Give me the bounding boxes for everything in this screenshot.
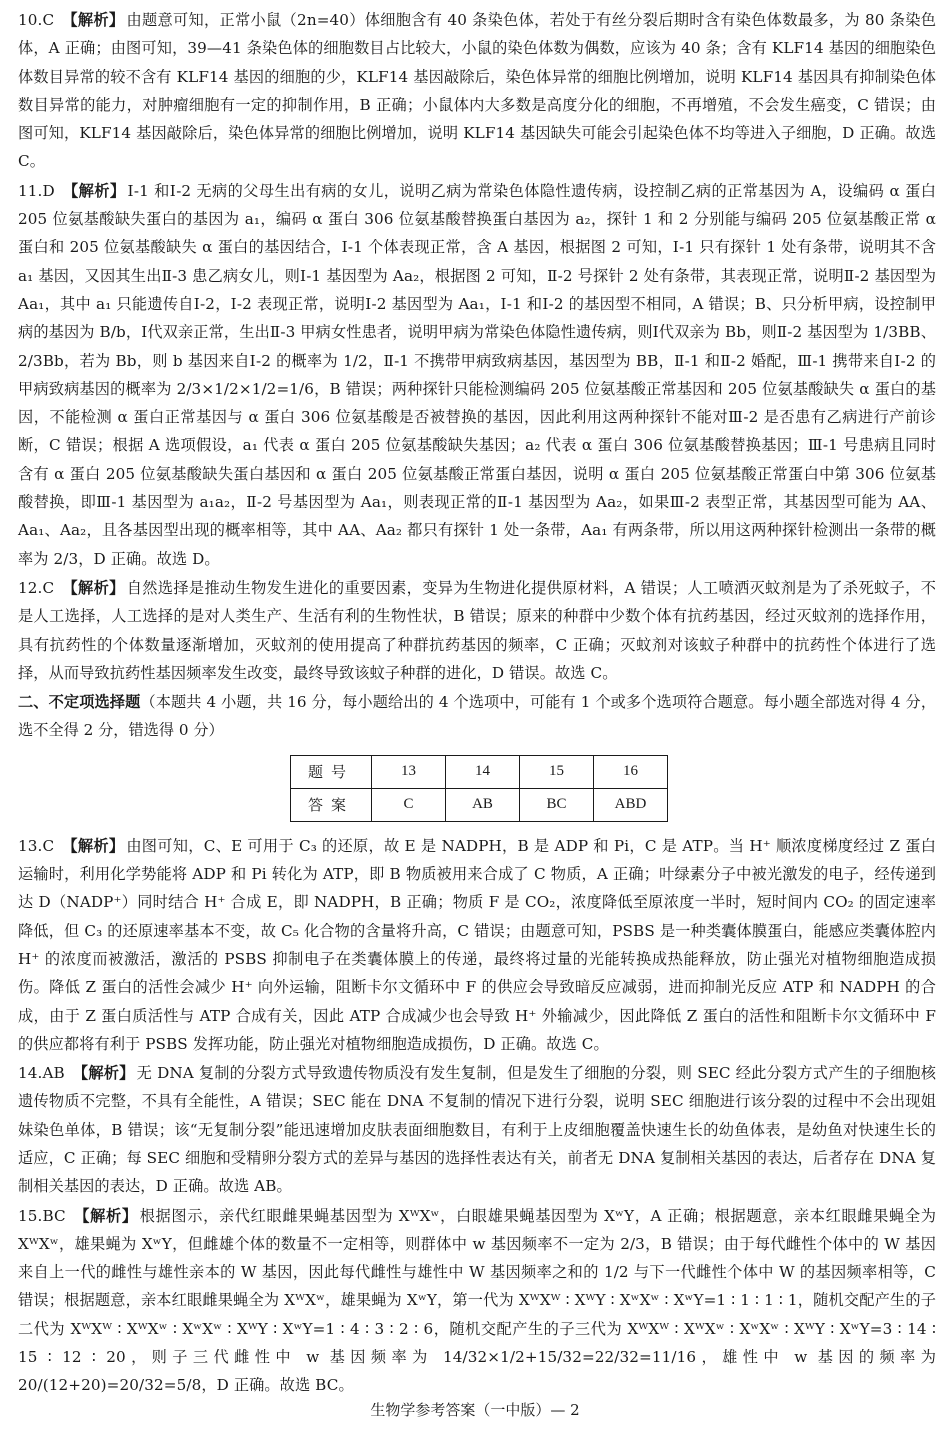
answer-q13: [18, 832, 936, 1058]
page-footer: 生物学参考答案（一中版）— 2: [370, 1401, 580, 1419]
table-cell-number: 16: [594, 755, 668, 788]
analysis-text: 由题意可知，正常小鼠（2n=40）体细胞含有 40 条染色体，若处于有丝分裂后期时含有染色体数最多，为 80 条染色体，A 正确；由图可知，39—41 条染色体的细胞数目占比较大，小鼠的染色体数为偶数，应该为 40 条；含有 KLF14 基因的细胞染色体数目异常的较不含有 KLF14 基因的细胞的少，KLF14 基因敲除后，染色体异常的细胞比例增加，说明 KLF14 基因具有抑制染色体数目异常的能力，对肿瘤细胞有一定的抑制作用，B 正确；小鼠体内大多数是高度分化的细胞，不再增殖，不会发生癌变，C 错误；由图可知，KLF14 基因敲除后，染色体异常的细胞比例增加，说明 KLF14 基因缺失可能会引起染色体不均等进入子细胞，D 正确。故选 C。: [18, 11, 936, 171]
answer-q12: [18, 574, 936, 687]
table-cell-number: 14: [446, 755, 520, 788]
table-cell-answer: BC: [520, 788, 594, 821]
analysis-tag: 【解析】: [72, 1064, 135, 1083]
table-header-answer: 答案: [291, 788, 372, 821]
answer-table-number-row: [291, 755, 668, 788]
answer-q11: [18, 177, 936, 573]
question-number: 12.C: [18, 578, 55, 597]
analysis-text: 无 DNA 复制的分裂方式导致遗传物质没有发生复制，但是发生了细胞的分裂，则 SEC 经此分裂方式产生的子细胞核遗传物质不完整，不具有全能性，A 错误；SEC 能在 DNA 不复制的情况下进行分裂，说明 SEC 细胞进行该分裂的过程中不会出现姐妹染色单体，B 错误；该“无复制分裂”能迅速增加皮肤表面细胞数目，有利于上皮细胞覆盖快速生长的幼鱼体表，是幼鱼对快速生长的适应，C 正确；每 SEC 细胞和受精卵分裂方式的差异与基因的选择性表达有关，前者无 DNA 复制相关基因的表达，后者存在 DNA 复制相关基因的表达，D 正确。故选 AB。: [18, 1064, 936, 1196]
table-cell-number: 15: [520, 755, 594, 788]
analysis-text: 根据图示，亲代红眼雌果蝇基因型为 XᵂXʷ，白眼雄果蝇基因型为 XʷY，A 正确；根据题意，亲本红眼雌果蝇全为 XᵂXʷ，雄果蝇为 XʷY，但雌雄个体的数量不一定相等，则群体中 w 基因频率不一定为 2/3，B 错误；由于每代雌性个体中的 W 基因来自上一代的雌性与雄性亲本的 W 基因，因此每代雌性与雄性中 W 基因频率之和的 1/2 与下一代雌性个体中 W 的基因频率相等，C 错误；根据题意，亲本红眼雌果蝇全为 XᵂXʷ，雄果蝇为 XʷY，第一代为 XᵂXᵂ ∶ XᵂY ∶ XʷXʷ ∶ XʷY=1 ∶ 1 ∶ 1 ∶ 1，随机交配产生的子二代为 XᵂXᵂ ∶ XᵂXʷ ∶ XʷXʷ ∶ XᵂY ∶ XʷY=1 ∶ 4 ∶ 3 ∶ 2 ∶ 6，随机交配产生的子三代为 XᵂXᵂ ∶ XᵂXʷ ∶ XʷXʷ ∶ XᵂY ∶ XʷY=3 ∶ 14 ∶ 15 ∶ 12 ∶ 20，则子三代雌性中 w 基因频率为 14/32×1/2+15/32=22/32=11/16，雄性中 w 基因的频率为 20/(12+20)=20/32=5/8，D 正确。故选 BC。: [18, 1206, 936, 1395]
analysis-tag: 【解析】: [62, 578, 125, 597]
analysis-text: 自然选择是推动生物发生进化的重要因素，变异为生物进化提供原材料，A 错误；人工喷洒灭蚊剂是为了杀死蚊子，不是人工选择，人工选择的是对人类生产、生活有利的生物性状，B 错误；原来的种群中少数个体有抗药基因，经过灭蚊剂的选择作用，具有抗药性的个体数量逐渐增加，灭蚊剂的使用提高了种群抗药基因的频率，C 正确；灭蚊剂对该蚊子种群中的抗药性个体进行了选择，从而导致抗药性基因频率发生改变，最终导致该蚊子种群的进化，D 错误。故选 C。: [18, 578, 936, 682]
table-header-question-number: 题号: [291, 755, 372, 788]
question-number: 13.C: [18, 836, 55, 855]
table-cell-answer: AB: [446, 788, 520, 821]
answer-table-answer-row: [291, 788, 668, 821]
section-title: 二、不定项选择题: [18, 693, 141, 712]
table-cell-answer: ABD: [594, 788, 668, 821]
answer-q15: [18, 1202, 936, 1400]
question-number: 10.C: [18, 11, 55, 29]
analysis-text: Ⅰ-1 和Ⅰ-2 无病的父母生出有病的女儿，说明乙病为常染色体隐性遗传病，设控制乙病的正常基因为 A，设编码 α 蛋白 205 位氨基酸缺失蛋白的基因为 a₁，编码 α 蛋白 306 位氨基酸替换蛋白基因为 a₂，探针 1 和 2 分别能与编码 205 位氨基酸正常 α 蛋白和 205 位氨基酸缺失 α 蛋白的基因结合，Ⅰ-1 个体表现正常，含 A 基因，根据图 2 可知，Ⅰ-1 只有探针 1 处有条带，说明其不含 a₁ 基因，又因其生出Ⅱ-3 患乙病女儿，则Ⅰ-1 基因型为 Aa₂，根据图 2 可知，Ⅱ-2 号探针 2 处有条带，其表现正常，说明Ⅱ-2 基因型为 Aa₁，其中 a₁ 只能遗传自Ⅰ-2，Ⅰ-2 表现正常，说明Ⅰ-2 基因型为 Aa₁，Ⅰ-1 和Ⅰ-2 的基因型不相同，A 错误；B、只分析甲病，设控制甲病的基因为 B/b，Ⅰ代双亲正常，生出Ⅱ-3 甲病女性患者，说明甲病为常染色体隐性遗传病，则Ⅰ代双亲为 Bb，则Ⅱ-2 基因型为 1/3BB、2/3Bb，若为 Bb，则 b 基因来自Ⅰ-2 的概率为 1/2，Ⅱ-1 不携带甲病致病基因，基因型为 BB，Ⅱ-1 和Ⅱ-2 婚配，Ⅲ-1 携带来自Ⅰ-2 的甲病致病基因的概率为 2/3×1/2×1/2=1/6，B 错误；两种探针只能检测编码 205 位氨基酸正常基因和 205 位氨基酸缺失 α 蛋白的基因，不能检测 α 蛋白正常基因与 α 蛋白 306 位氨基酸是否被替换的基因，因此利用这两种探针不能对Ⅲ-2 是否患有乙病进行产前诊断，C 错误；根据 A 选项假设，a₁ 代表 α 蛋白 205 位氨基酸缺失基因；a₂ 代表 α 蛋白 306 位氨基酸替换基因；Ⅲ-1 号患病且同时含有 α 蛋白 205 位氨基酸缺失蛋白基因和 α 蛋白 205 位氨基酸正常蛋白基因，说明 α 蛋白 205 位氨基酸正常蛋白中第 306 位氨基酸替换，即Ⅲ-1 基因型为 a₁a₂，Ⅱ-2 号基因型为 Aa₁，则表现正常的Ⅱ-1 基因型为 Aa₂，如果Ⅲ-2 表型正常，其基因型可能为 AA、Aa₁、Aa₂，且各基因型出现的概率相等，其中 AA、Aa₂ 都只有探针 1 处一条带，Aa₁ 有两条带，所以用这两种探针检测出一条带的概率为 2/3，D 正确。故选 D。: [18, 181, 936, 568]
question-number: 11.D: [18, 181, 55, 200]
table-cell-answer: C: [372, 788, 446, 821]
section-heading: [18, 688, 936, 745]
answer-q10: [18, 6, 936, 176]
question-number: 15.BC: [18, 1206, 66, 1225]
analysis-text: 由图可知，C、E 可用于 C₃ 的还原，故 E 是 NADPH，B 是 ADP 和 Pi，C 是 ATP。当 H⁺ 顺浓度梯度经过 Z 蛋白运输时，利用化学势能将 ADP 和 Pi 转化为 ATP，即 B 物质被用来合成了 C 物质，A 正确；叶绿素分子中被光激发的电子，经传递到达 D（NADP⁺）同时结合 H⁺ 合成 E，即 NADPH，B 正确；物质 F 是 CO₂，浓度降低至原浓度一半时，短时间内 CO₂ 的固定速率降低，但 C₃ 的还原速率基本不变，故 C₅ 化合物的含量将升高，C 错误；由题意可知，PSBS 是一种类囊体膜蛋白，能感应类囊体腔内 H⁺ 的浓度而被激活，激活的 PSBS 抑制电子在类囊体膜上的传递，最终将过量的光能转换成热能释放，防止强光对植物细胞造成损伤。降低 Z 蛋白的活性会减少 H⁺ 向外运输，阻断卡尔文循环中 F 的供应会导致暗反应减弱，进而抑制光反应 ATP 和 NADPH 的合成，由于 Z 蛋白质活性与 ATP 合成有关，因此 ATP 合成减少也会导致 H⁺ 外输减少，因此降低 Z 蛋白的活性和阻断卡尔文循环中 F 的供应都将有利于 PSBS 发挥功能，防止强光对植物细胞造成损伤，D 正确。故选 C。: [18, 836, 936, 1053]
analysis-tag: 【解析】: [73, 1206, 138, 1225]
question-number: 14.AB: [18, 1064, 65, 1083]
answer-table: [290, 755, 668, 822]
analysis-tag: 【解析】: [62, 836, 125, 855]
section-description: （本题共 4 小题，共 16 分，每小题给出的 4 个选项中，可能有 1 个或多个选项符合题意。每小题全部选对得 4 分，选不全得 2 分，错选得 0 分）: [18, 693, 937, 740]
analysis-tag: 【解析】: [62, 11, 125, 29]
analysis-tag: 【解析】: [62, 181, 126, 200]
table-cell-number: 13: [372, 755, 446, 788]
answer-q14: [18, 1059, 936, 1200]
